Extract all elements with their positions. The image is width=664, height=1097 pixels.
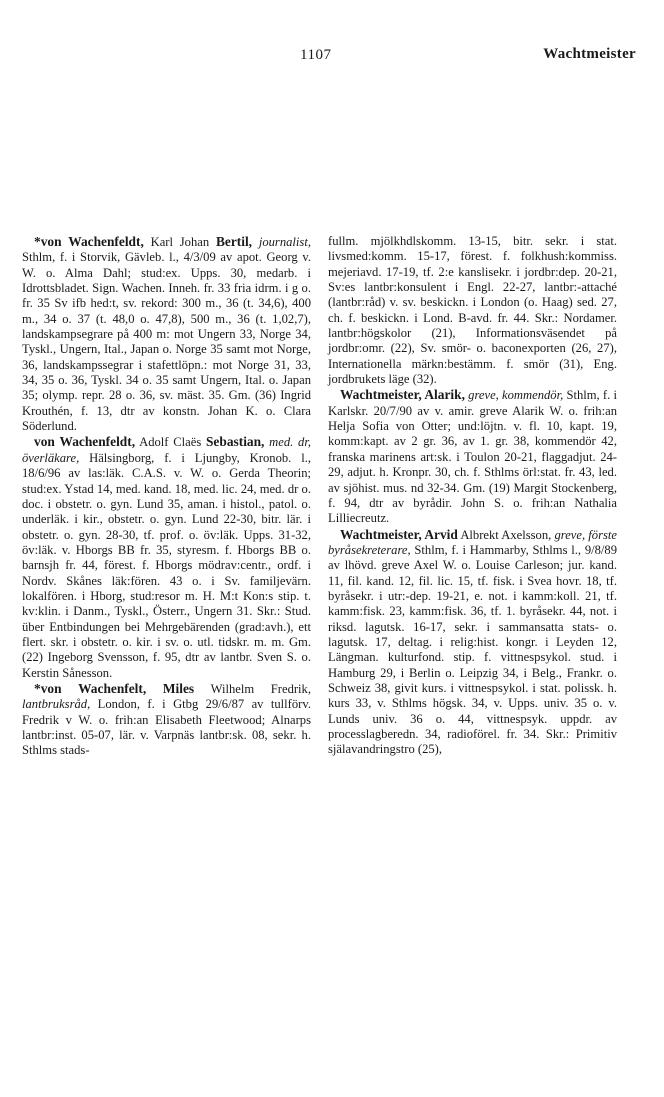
- entry-headword: Wachtmeister,: [340, 387, 422, 403]
- running-head: Wachtmeister: [543, 46, 636, 62]
- right-column: [328, 234, 617, 758]
- entry-title: med. dr, överläkare,: [22, 435, 311, 465]
- entry-body: Sthlm, f. i Storvik, Gävleb. l., 4/3/09 av apot. Georg v. W. o. Alma Dahl; stud:ex. Upps. 30, medarb. i Idrottsbladet. Sign. Wachen. Inneh. fr. 33 fria idrm. i g o. fr. 35 Sv ifb hed:t, sv. rekord: 300 m., 36 (t. 34,6), 400 m., 34 o. 37 (t. 48,0 o. 47,8), 500 m., 36 (t. 1,02,7), landskampsegrare på 400 m: mot Ungern 33, Norge 34, Tyskl., Ungern, Ital., Japan o. Norge 35 samt mot Norge, 36, landskampssegrar i stafettlöpn.: mot Norge 31, 33, 34, 35 o. 36, Tyskl. 34 o. 35 samt Ungern, Ital. o. Japan 35; olymp. repr. 28 o. 36, sv. mäst. 35. Gm. (36) Ingrid Krouthén, f. 13, dtr av konstn. Johan K. o. Clara Söderlund.: [22, 250, 311, 434]
- entry-name: Karl Johan: [143, 235, 216, 249]
- entry-arvid-albrekt: [328, 527, 617, 758]
- entry-name: [146, 682, 163, 696]
- entry-adolf-claes-sebastian: [22, 434, 311, 681]
- entry-name-bold: Alarik,: [421, 387, 465, 403]
- entry-body: Sthlm, f. i Karlskr. 20/7/90 av v. amir. greve Alarik W. o. frih:an Helja Sofia von Otter; und:löjtn. v. fl. 10, kapt. 19, komm:kapt. av 2 gr. 36, av 1. gr. 38, kommendör 42, franska marinens art:sk. i Toulon 20-21, flaggadjut. 24-29, adjut. h. Kronpr. 30, ch. f. Sthlms örl:stat. fr. 43, led. av sjöhist. mus. nd 32-34. Gm. (19) Margit Stockenberg, f. 94, dtr av byrådir. John S. o. frih:an Nathalia Lilliecreutz.: [328, 388, 617, 526]
- entry-name: Albrekt Axelsson,: [457, 527, 552, 542]
- entry-body-pre: Wilhelm Fredrik,: [210, 681, 312, 696]
- entry-karl-johan-bertil: [22, 234, 311, 434]
- entry-continuation: fullm. mjölkhdlskomm. 13-15, bitr. sekr. i stat. livsmed:komm. 15-17, förest. f. folkhush:kommiss. mejeriavd. 17-19, tf. 2:e kanslisekr. i jordbr:dep. 20-21, Sv:es lantbr:konsulent i Engl. 22-27, lantbr:-attaché (lantbr:råd) v. sv. beskickn. i London (o. Haag) sed. 27, ch. f. beskickn. i Lond. B-avd. fr. 44. Skr.: Nordamer. lantbr:högskolor (21), Informationsväsendet på jordbr:omr. (22), Sv. smör- o. baconexporten (26, 27), Internationella märkn:bestämm. f. smör (31), Eng. jordbrukets läge (32).: [328, 234, 617, 387]
- entry-headword: *von Wachenfeldt,: [34, 234, 144, 249]
- entry-miles-wilhelm-fredrik: [22, 681, 311, 759]
- entry-title: lantbruksråd,: [22, 697, 91, 712]
- entry-headword: Wachtmeister,: [340, 526, 422, 542]
- entry-body: London, f. i Gtbg 29/6/87 av tullförv. Fredrik v W. o. frih:an Elisabeth Fleetwood; Alnarps lantbr:inst. 05-07, lär. v. Varpnäs lantbr:sk. 08, sekr. h. Sthlms stads-: [22, 697, 311, 758]
- entry-body: Sthlm, f. i Hammarby, Sthlms l., 9/8/89 av lhövd. greve Axel W. o. Louise Carleson; jur. kand. 11, fil. kand. 12, fil. lic. 15, tf. fisk. i Svea hovr. 18, tf. byråsekr. i utr:-dep. 19-21, e. not. i kamm:koll. 21, tf. kamm:fisk. 23, kamm:fisk. 36, tf. 1. byråsekr. 44, not. i riksd. lagutsk. 16-17, sekr. i sammansatta stats- o. lagutsk. 17, deltag. i relig:hist. kongr. i Leyden 12, Längman. kulturfond. stip. f. vittnespsykol. stud. i Hamburg 29, i Berlin o. Leipzig 34, i Belg., Frankr. o. Schweiz 38, givit kurs. i vittnespsykol. i stat. polissk. h. kurs 33, v. Sthlms högsk. 34, v. Upps. univ. 35 o. v. Lunds univ. 36 o. 44, vittnespsyk. uppdr. av processlagberedn. 34, radioförel. fr. 34. Skr.: Primitiv själavandringstro (25),: [328, 542, 618, 757]
- page-number: 1107: [300, 47, 332, 63]
- entry-body: Hälsingborg, f. i Ljungby, Kronob. l., 18/6/96 av las:läk. C.A.S. v. W. o. Gerda Theorin; stud:ex. Ystad 14, med. kand. 18, med. lic. 24, med. dr o. doc. i obstetr. o. gyn. Lund 35, aman. i histol., patol. o. underläk. i kir., obstetr. o. gyn. Lund 22-30, bitr. lär. i obstetr. o. gyn. 28-30, tf. prof. o. öv:läk. Upps. 31-32, öv:läk. v. Hborgs BB fr. 35, styresm. f. Hborgs BB o. barnsjh fr. 44, förest. f. Hborgs mödrav:centr., ordf. i Nordv. Skånes läk:fören. 43 o. i Sv. familjevärn. lokalfören. i Hborg, stud:resor m. H. M:t Kon:s stip. t. kv:klin. i Danm., Tyskl., Österr., Ungern 31. Skr.: Stud. über Entbindungen bei Mehrgebärenden (grad:avh.), ett flert. skr. i obstetr. o. kir. i sv. o. utl. tidskr. m. m. Gm. (22) Ingeborg Svensson, f. 95, dtr av lantbr. Sven S. o. Kerstin Sånesson.: [22, 450, 311, 680]
- entry-name-bold: Miles: [162, 680, 195, 696]
- entry-name: Adolf Claës: [135, 435, 206, 450]
- entry-title: journalist,: [258, 235, 311, 249]
- entry-name-bold: Bertil,: [215, 234, 253, 249]
- entry-name-bold: Sebastian,: [205, 434, 265, 450]
- entry-headword: *von Wachenfelt,: [34, 680, 147, 696]
- entry-name-bold: Arvid: [421, 526, 458, 542]
- left-column: [22, 234, 311, 759]
- entry-title: greve, förste byråsekreterare,: [328, 527, 617, 557]
- entry-headword: von Wachenfeldt,: [34, 434, 136, 450]
- entry-title: greve, kommendör,: [468, 388, 564, 403]
- entry-alarik: [328, 387, 617, 526]
